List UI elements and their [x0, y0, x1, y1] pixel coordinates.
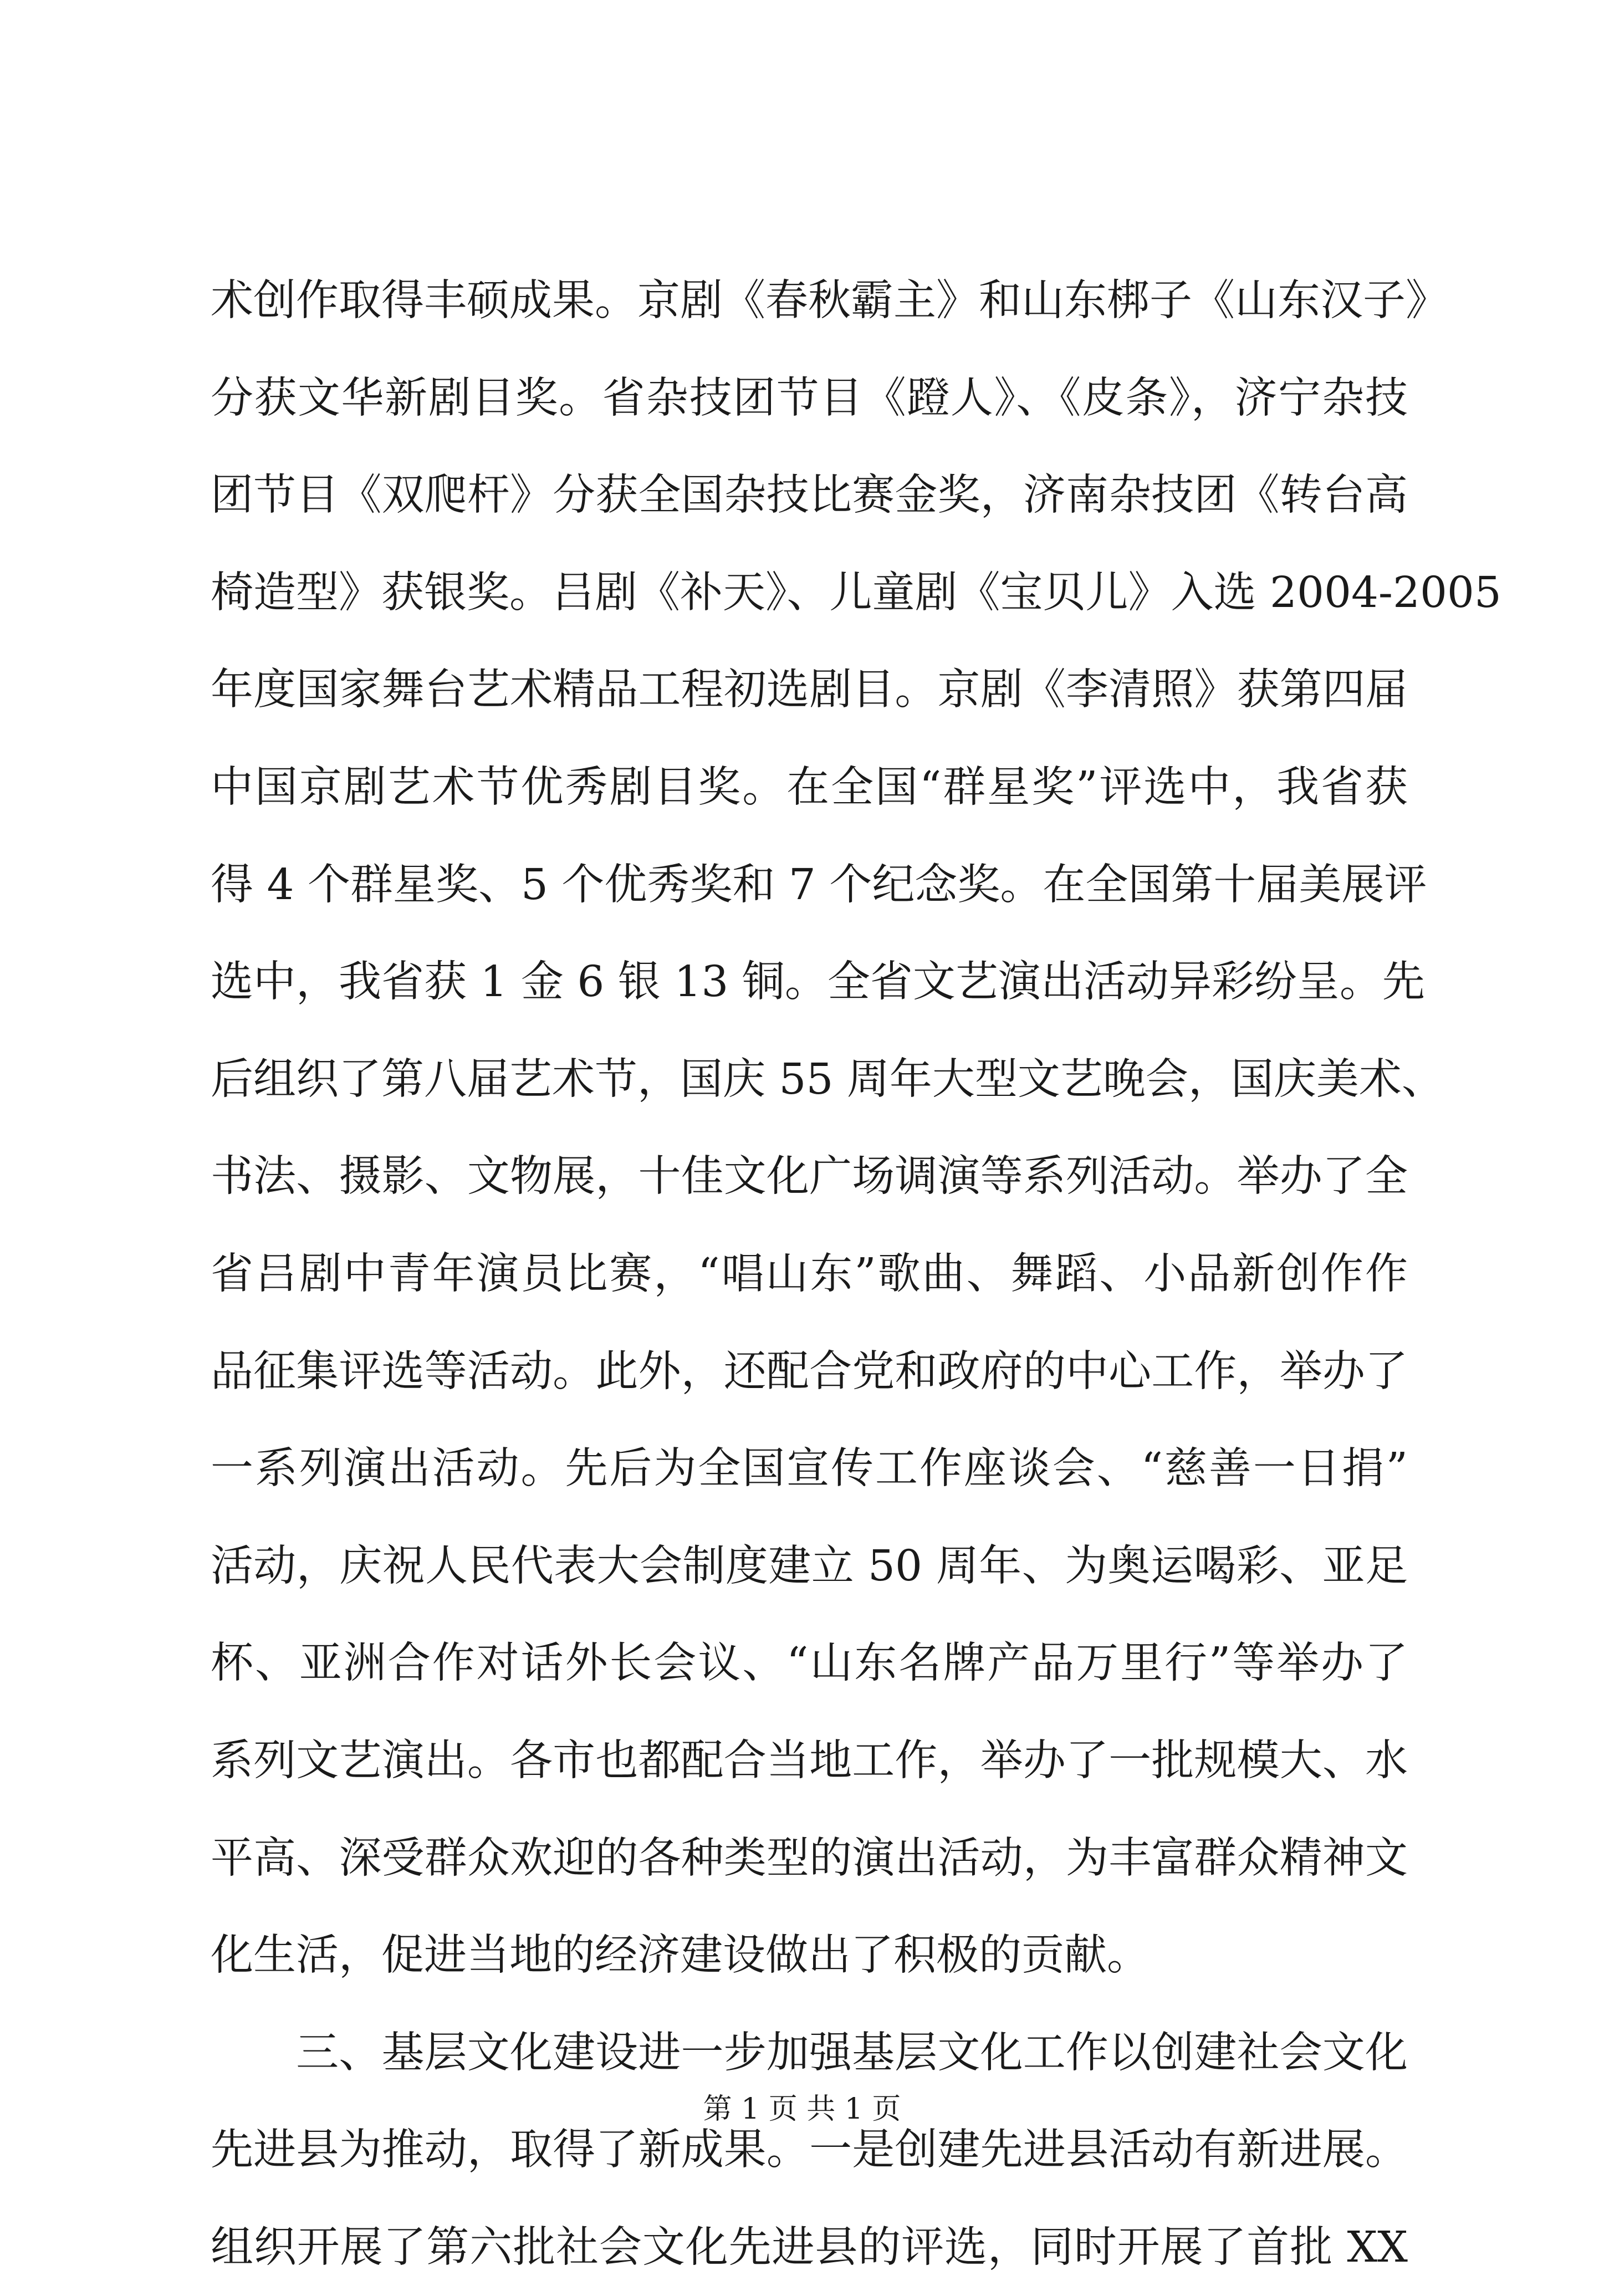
text-line: 术创作取得丰硕成果。京剧《春秋霸主》和山东梆子《山东汉子》 [211, 276, 1448, 325]
paragraph-first-line [211, 2004, 1408, 2102]
text-line: 系列文艺演出。各市也都配合当地工作，举办了一批规模大、水 [211, 1736, 1408, 1785]
text-line: 选中，我省获 1 金 6 银 13 铜。全省文艺演出活动异彩纷呈。先 [211, 957, 1425, 1007]
text-line: 后组织了第八届艺术节，国庆 55 周年大型文艺晚会，国庆美术、 [211, 1054, 1444, 1104]
text-line: 年度国家舞台艺术精品工程初选剧目。京剧《李清照》获第四届 [211, 665, 1408, 715]
text-line: 中国京剧艺术节优秀剧目奖。在全国“群星奖”评选中，我省获 [211, 762, 1408, 812]
document-body [211, 252, 1501, 2296]
text-line: 先进县为推动，取得了新成果。一是创建先进县活动有新进展。 [211, 2125, 1408, 2175]
text-line: 平高、深受群众欢迎的各种类型的演出活动，为丰富群众精神文 [211, 1833, 1408, 1883]
text-line: 一系列演出活动。先后为全国宣传工作座谈会、“慈善一日捐” [211, 1444, 1408, 1494]
text-line: 椅造型》获银奖。吕剧《补天》、儿童剧《宝贝儿》入选 2004-2005 [211, 568, 1501, 618]
text-line: 杯、亚洲合作对话外长会议、“山东名牌产品万里行”等举办了 [211, 1639, 1408, 1688]
text-line: 化生活，促进当地的经济建设做出了积极的贡献。 [211, 1931, 1150, 1981]
text-line: 品征集评选等活动。此外，还配合党和政府的中心工作，举办了 [211, 1346, 1408, 1396]
text-line: 团节目《双爬杆》分获全国杂技比赛金奖，济南杂技团《转台高 [211, 471, 1408, 521]
text-line: 组织开展了第六批社会文化先进县的评选，同时开展了首批 XX [211, 2222, 1408, 2272]
text-line: 三、基层文化建设进一步加强基层文化工作以创建社会文化 [296, 2028, 1408, 2078]
text-line: 书法、摄影、文物展，十佳文化广场调演等系列活动。举办了全 [211, 1152, 1408, 1202]
page-number-footer: 第 1 页 共 1 页 [703, 2093, 901, 2126]
text-line: 分获文华新剧目奖。省杂技团节目《蹬人》、《皮条》，济宁杂技 [211, 373, 1408, 423]
text-line: 省吕剧中青年演员比赛，“唱山东”歌曲、舞蹈、小品新创作作 [211, 1249, 1408, 1299]
text-line: 活动，庆祝人民代表大会制度建立 50 周年、为奥运喝彩、亚足 [211, 1541, 1408, 1591]
text-line: 得 4 个群星奖、5 个优秀奖和 7 个纪念奖。在全国第十届美展评 [211, 860, 1427, 910]
